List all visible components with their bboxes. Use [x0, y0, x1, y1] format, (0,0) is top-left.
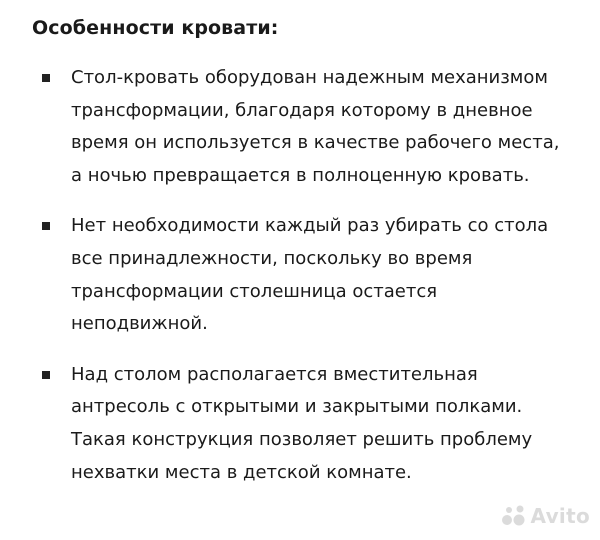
- square-bullet-icon: [42, 74, 50, 82]
- list-item: [32, 62, 571, 192]
- square-bullet-icon: [42, 222, 50, 230]
- feature-text: Нет необходимости каждый раз убирать со стола все принадлежности, поскольку во время трансформации столешница остается неподвижной.: [71, 215, 549, 335]
- feature-text: Над столом располагается вместительная антресоль с открытыми и закрытыми полками. Такая конструкция позволяет решить проблему нехватки места в детской комнате.: [71, 363, 533, 483]
- feature-text: Стол-кровать оборудован надежным механизмом трансформации, благодаря которому в дневное время он используется в качестве рабочего места, а ночью превращается в полноценную кровать.: [71, 67, 560, 186]
- feature-list: [32, 62, 572, 489]
- feature-section: [32, 14, 572, 507]
- watermark-text: Avito: [530, 504, 590, 528]
- list-item: [32, 210, 571, 340]
- list-item: [32, 359, 571, 489]
- square-bullet-icon: [42, 371, 50, 379]
- section-heading: Особенности кровати:: [32, 17, 279, 39]
- avito-dots-logo-icon: [501, 505, 527, 527]
- avito-watermark: [501, 504, 590, 528]
